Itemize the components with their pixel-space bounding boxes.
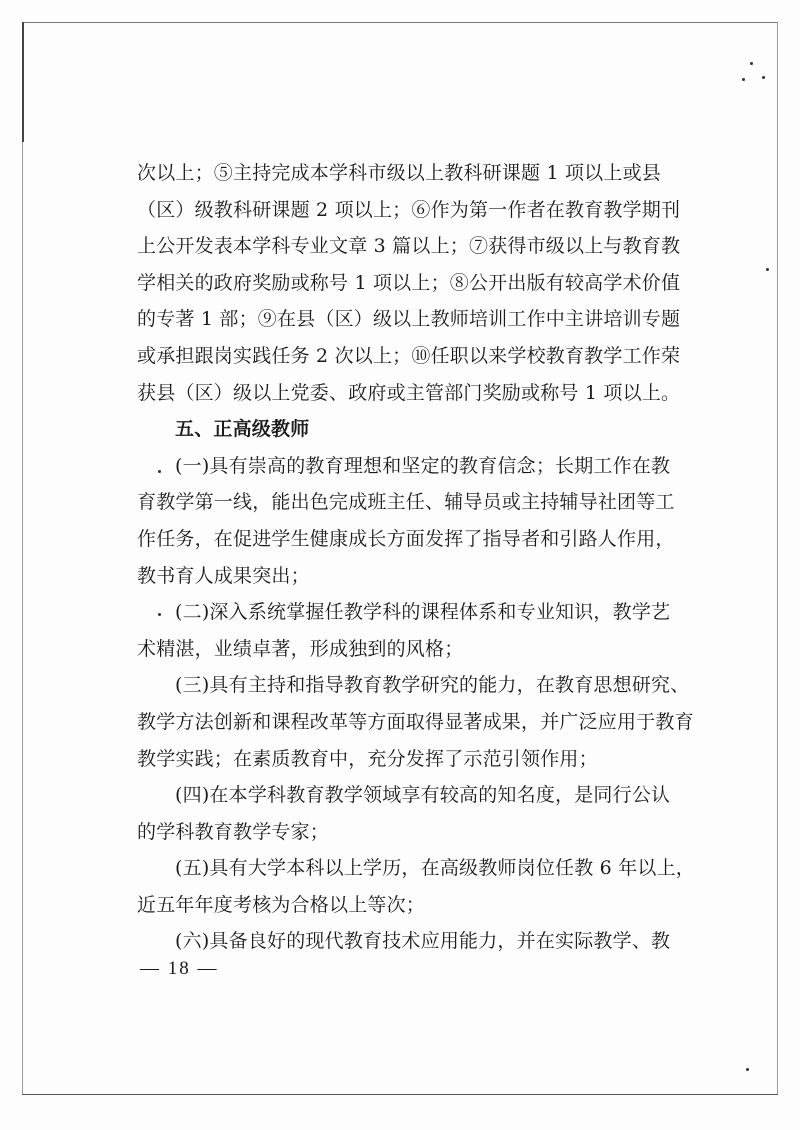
scan-speck <box>766 268 769 271</box>
scan-border-bottom <box>22 1094 778 1095</box>
text-line: (六)具备良好的现代教育技术应用能力，并在实际教学、教 <box>175 930 671 953</box>
scan-speck <box>742 78 745 81</box>
text-line: (五)具有大学本科以上学历，在高级教师岗位任教 6 年以上， <box>175 857 695 880</box>
scan-speck <box>746 1068 749 1071</box>
page-number: — 18 — <box>140 958 219 979</box>
text-line: 的学科教育教学专家； <box>137 820 330 843</box>
text-line: 次以上；⑤主持完成本学科市级以上教科研课题 1 项以上或县 <box>137 162 661 184</box>
text-line: 的专著 1 部；⑨在县（区）级以上教师培训工作中主讲培训专题 <box>137 308 681 331</box>
scan-border-top <box>22 22 778 23</box>
scan-border-right <box>777 22 778 1095</box>
text-line: 上公开发表本学科专业文章 3 篇以上；⑦获得市级以上与教育教 <box>137 235 681 258</box>
scan-speck <box>750 62 753 65</box>
text-line: 或承担跟岗实践任务 2 次以上；⑩任职以来学校教育教学工作荣 <box>137 344 681 367</box>
text-line: 术精湛，业绩卓著，形成独到的风格； <box>137 637 464 660</box>
scan-speck <box>762 76 765 79</box>
text-line: 学相关的政府奖励或称号 1 项以上；⑧公开出版有较高学术价值 <box>137 271 681 294</box>
text-line: (四)在本学科教育教学领域享有较高的知名度，是同行公认 <box>175 784 671 807</box>
text-line: （区）级教科研课题 2 项以上；⑥作为第一作者在教育教学期刊 <box>137 198 681 221</box>
text-line: 获县（区）级以上党委、政府或主管部门奖励或称号 1 项以上。 <box>137 381 681 404</box>
text-line: 育教学第一线，能出色完成班主任、辅导员或主持辅导社团等工 <box>137 491 675 514</box>
scan-artifact-line <box>22 22 24 142</box>
text-line: (一)具有崇高的教育理想和坚定的教育信念；长期工作在教 <box>175 454 671 477</box>
text-line: (三)具有主持和指导教育教学研究的能力，在教育思想研究、 <box>175 674 690 697</box>
text-line: 作任务，在促进学生健康成长方面发挥了指导者和引路人作用， <box>137 527 675 550</box>
body-text <box>137 155 695 960</box>
text-line: 教书育人成果突出； <box>137 564 310 587</box>
text-line: 教学实践；在素质教育中，充分发挥了示范引领作用； <box>137 747 598 770</box>
scan-border-left <box>22 22 23 1095</box>
text-line: 教学方法创新和课程改革等方面取得显著成果，并广泛应用于教育 <box>137 710 694 733</box>
text-line: (二)深入系统掌握任教学科的课程体系和专业知识，教学艺 <box>175 601 671 624</box>
section-heading: 五、正高级教师 <box>175 418 310 441</box>
text-line: 近五年年度考核为合格以上等次； <box>137 893 426 916</box>
